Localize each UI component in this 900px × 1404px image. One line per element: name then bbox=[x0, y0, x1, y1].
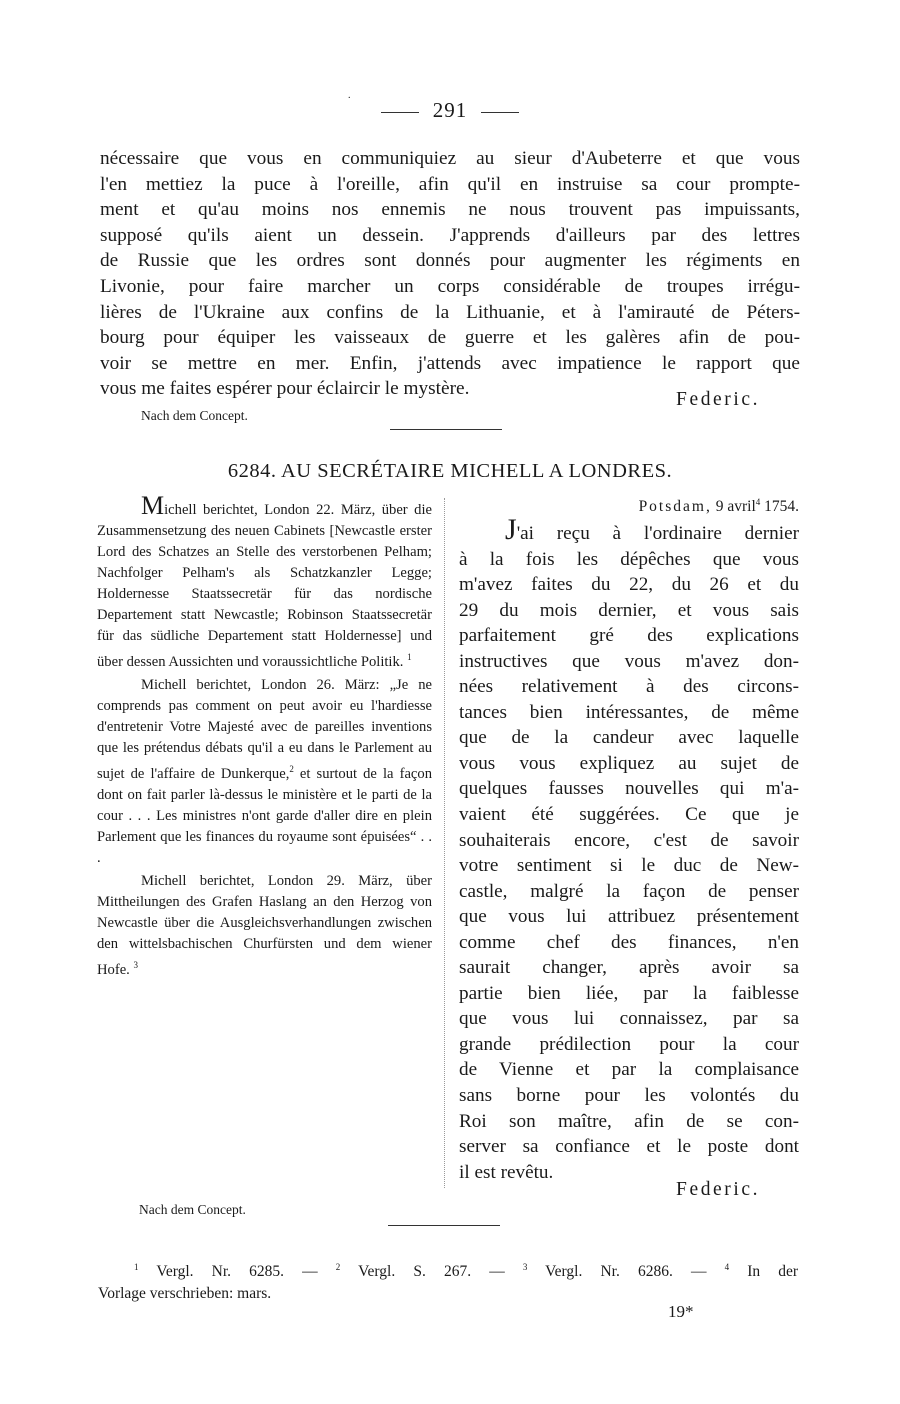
summary-paragraph-3 bbox=[97, 871, 432, 981]
page-header bbox=[0, 90, 900, 123]
letter-line: vaient été suggérées. Ce que je bbox=[459, 804, 799, 826]
footnote-mark: 1 bbox=[134, 1262, 139, 1272]
intro-line: lières de l'Ukraine aux confins de la Lithuanie, et à l'amirauté de Péters- bbox=[100, 301, 800, 323]
header-rule-left bbox=[381, 112, 419, 113]
dateline-year: 1754. bbox=[764, 498, 799, 516]
letter-line: de Vienne et par la complaisance bbox=[459, 1059, 799, 1081]
intro-line: nécessaire que vous en communiquiez au sieur d'Aubeterre et que vous bbox=[100, 148, 800, 169]
letter-line: il est revêtu. bbox=[459, 1161, 554, 1183]
letter-line: J'ai reçu à l'ordinaire dernier bbox=[505, 513, 799, 546]
letter-source-note: Nach dem Concept. bbox=[139, 1202, 246, 1217]
letter-line: m'avez faites du 22, du 26 et du bbox=[459, 574, 799, 596]
intro-signature: Federic. bbox=[676, 389, 761, 410]
intro-line: voir se mettre en mer. Enfin, j'attends avec impatience le rapport que bbox=[100, 352, 800, 374]
letter-line: à la fois les dépêches que vous bbox=[459, 548, 799, 570]
footnotes bbox=[98, 1256, 798, 1305]
letter-line: grande prédilection pour la cour bbox=[459, 1033, 799, 1055]
footnote-ref-4: 4 bbox=[755, 497, 761, 507]
footnote-mark: 3 bbox=[522, 1262, 528, 1272]
summary-paragraph-1 bbox=[97, 491, 432, 673]
letter-line: quelques fausses nouvelles qui m'a- bbox=[459, 778, 799, 800]
footnote-ref-1: 1 bbox=[407, 652, 412, 662]
letter-line: 29 du mois dernier, et vous sais bbox=[459, 599, 799, 621]
column-divider bbox=[444, 498, 445, 1188]
intro-line: Livonie, pour faire marcher un corps considérable de troupes irrégu- bbox=[100, 275, 800, 297]
intro-line: l'en mettiez la puce à l'oreille, afin qu'il en instruise sa cour prompte- bbox=[100, 173, 800, 195]
letter-title: 6284. AU SECRÉTAIRE MICHELL A LONDRES. bbox=[227, 460, 673, 482]
letter-line: que de la candeur avec laquelle bbox=[459, 727, 799, 749]
intro-line: ment et qu'au moins nos ennemis ne nous trouvent pas impuissants, bbox=[100, 199, 800, 221]
letter-body bbox=[459, 513, 799, 1185]
footnote-mark: 4 bbox=[724, 1262, 730, 1272]
intro-lines bbox=[100, 146, 800, 402]
letter-line: sans borne pour les volontés du bbox=[459, 1085, 799, 1107]
summary-text-2: Michell berichtet, London 26. März: „Je ne comprends pas comment on peut avoir eu l'hardiesse d'entretenir Votre Majesté avec de pareilles inventions que les prétendus débats qu'il a eu dans le Parlement au sujet de l'affaire de Dunkerque, bbox=[97, 676, 432, 782]
section-rule bbox=[390, 429, 502, 430]
letter-line: castle, malgré la façon de penser bbox=[459, 880, 799, 902]
header-mark: . bbox=[348, 90, 352, 101]
footnote-ref-2: 2 bbox=[289, 763, 294, 774]
letter-line: partie bien liée, par la faiblesse bbox=[459, 982, 799, 1004]
letter-line: comme chef des finances, n'en bbox=[459, 931, 799, 953]
letter-signature: Federic. bbox=[676, 1179, 761, 1200]
letter-line: votre sentiment si le duc de New- bbox=[459, 855, 799, 877]
summary-initial: M bbox=[141, 491, 165, 520]
letter-initial: J bbox=[505, 513, 517, 546]
letter-line: nées relativement à des circons- bbox=[459, 676, 799, 698]
footnote-rule bbox=[388, 1225, 500, 1226]
footnotes-line-1 bbox=[98, 1256, 798, 1283]
footnote-ref-3: 3 bbox=[133, 959, 138, 970]
footnotes-line-2: Vorlage verschrieben: mars. bbox=[98, 1285, 272, 1303]
letter-line: saurait changer, après avoir sa bbox=[459, 957, 799, 979]
page-number: 291 bbox=[432, 98, 468, 122]
dateline-day: 9 avril bbox=[715, 498, 756, 516]
letter-line: parfaitement gré des explications bbox=[459, 625, 799, 647]
dateline-place: Potsdam, bbox=[638, 498, 712, 516]
summary-column bbox=[97, 491, 432, 983]
intro-line: vous me faites espérer pour éclaircir le mystère. bbox=[100, 378, 470, 400]
intro-line: bourg pour équiper les vaisseaux de guerre et les galères afin de pou- bbox=[100, 327, 800, 349]
footnote-text: In der bbox=[729, 1263, 799, 1281]
summary-text-3: Michell berichtet, London 29. März, über Mittheilungen des Grafen Haslang an den Herzog von Newcastle über die Ausgleichsverhandlungen zwischen den wittelsbachischen Churfürsten und dem wiener Hofe. bbox=[97, 872, 432, 978]
summary-text-2b: et surtout de la façon dont on fait parler là-dessus le ministère et le parti de la cour . . . Les ministres n'ont garde d'aller dire en plein Parlement que les finances du royaume sont épuisées“ . . . bbox=[97, 765, 432, 866]
intro-paragraph bbox=[100, 146, 800, 402]
footnote-text: Vergl. Nr. 6286. — bbox=[527, 1263, 725, 1281]
letter-line: souhaiterais encore, c'est de savoir bbox=[459, 829, 799, 851]
signature-mark: 19* bbox=[668, 1302, 694, 1321]
summary-paragraph-2 bbox=[97, 675, 432, 869]
footnote-mark: 2 bbox=[335, 1262, 341, 1272]
footnote-text: Vergl. Nr. 6285. — bbox=[138, 1263, 336, 1281]
letter-line: que vous lui attribuez présentement bbox=[459, 906, 799, 928]
footnote-text: Vergl. S. 267. — bbox=[340, 1263, 523, 1281]
letter-line: que vous lui connaissez, par sa bbox=[459, 1008, 799, 1030]
letter-line: Roi son maître, afin de se con- bbox=[459, 1110, 799, 1132]
letter-body-lines bbox=[459, 513, 799, 1185]
intro-line: de Russie que les ordres sont donnés pour augmenter les régiments en bbox=[100, 250, 800, 272]
header-rule-right bbox=[481, 112, 519, 113]
letter-line: instructives que vous m'avez don- bbox=[459, 650, 799, 672]
intro-source-note: Nach dem Concept. bbox=[141, 408, 248, 423]
letter-line: vous vous expliquez au sujet de bbox=[459, 752, 799, 774]
letter-line: tances bien intéressantes, de même bbox=[459, 701, 799, 723]
letter-line: server sa confiance et le poste dont bbox=[459, 1136, 799, 1158]
summary-text-1: ichell berichtet, London 22. März, über die Zusammensetzung des neuen Cabinets [Newcastle erster Lord des Schatzes an Stelle des verstorbenen Pelham; Nachfolger Pelham's als Schatzkanzler Legge; Holdernesse Staatssecretär für das nordische Departement statt Newcastle; Robinson Staatssecretär für das südliche Departement statt Holdernesse] und über dessen Aussichten und voraussichtliche Politik. bbox=[97, 502, 432, 670]
intro-line: supposé qu'ils aient un dessein. J'apprends d'ailleurs par des lettres bbox=[100, 224, 800, 246]
